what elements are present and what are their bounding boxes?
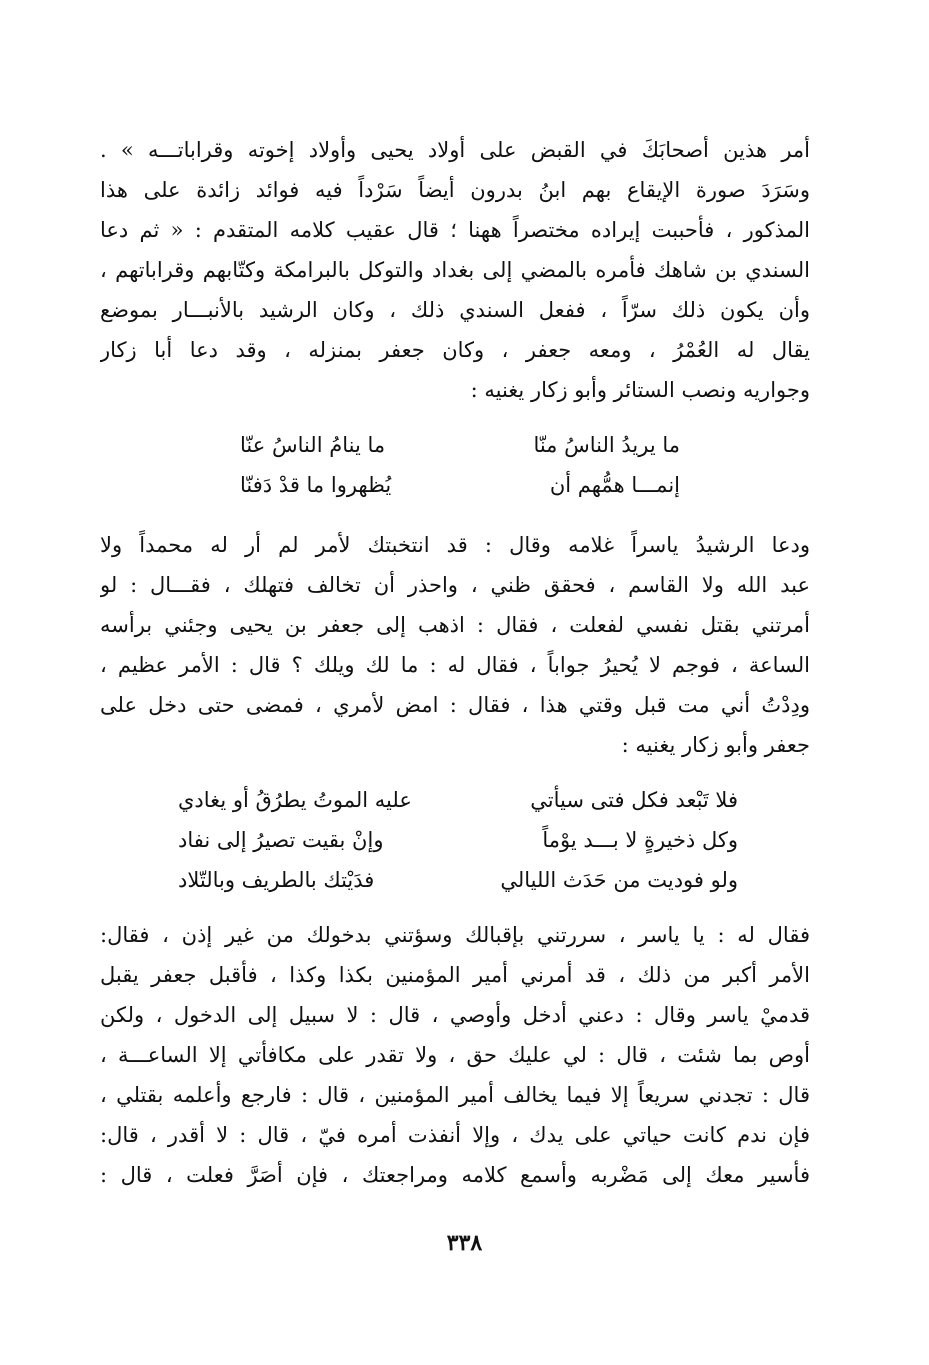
verse-first-hemistich: إنمـــا همُّهم أن xyxy=(549,473,680,497)
text-line: عبد الله ولا القاسم ، فحقق ظني ، واحذر أن تخالف فتهلك ، فقـــال : لو xyxy=(100,573,810,597)
text-line: جعفر وأبو زكار يغنيه : xyxy=(621,733,810,757)
text-line: وسَرَدَ صورة الإيقاع بهم ابنُ بدرون أيضاً سَرْداً فيه فوائد زائدة على هذا xyxy=(100,178,810,202)
text-line: فأسير معك إلى مَضْربه وأسمع كلامه ومراجعتك ، فإن أصَرَّ فعلت ، قال : xyxy=(100,1163,810,1187)
verse xyxy=(240,425,680,465)
verse-second-hemistich: عليه الموتُ يطرُقُ أو يغادي xyxy=(178,788,412,812)
text-line: ودعا الرشيدُ ياسراً غلامه وقال : قد انتخبتك لأمر لم أر له محمداً ولا xyxy=(100,533,810,557)
text-line: ودِدْتُ أني مت قبل وقتي هذا ، فقال : امض لأمري ، فمضى حتى دخل على xyxy=(100,693,810,717)
verse xyxy=(178,780,738,820)
text-line: قال : تجدني سريعاً إلا فيما يخالف أمير المؤمنين ، قال : فارجع وأعلمه بقتلي ، xyxy=(100,1083,810,1107)
verse-second-hemistich: يُظهروا ما قدْ دَفنّا xyxy=(240,473,392,497)
text-line: السندي بن شاهك فأمره بالمضي إلى بغداد والتوكل بالبرامكة وكتّابهم وقراباتهم ، xyxy=(100,258,810,282)
text-line: الأمر أكبر من ذلك ، قد أمرني أمير المؤمنين بكذا وكذا ، فأقبل جعفر يقبل xyxy=(100,963,810,987)
text-line: قدميْ ياسر وقال : دعني أدخل وأوصي ، قال : لا سبيل إلى الدخول ، ولكن xyxy=(100,1003,810,1027)
text-line: يقال له العُمْرُ ، ومعه جعفر ، وكان جعفر بمنزله ، وقد دعا أبا زكار xyxy=(100,338,810,362)
text-line: أمرتني بقتل نفسي لفعلت ، فقال : اذهب إلى جعفر بن يحيى وجئني برأسه xyxy=(100,613,810,637)
verse-second-hemistich: وإنْ بقيت تصيرُ إلى نفاد xyxy=(178,828,384,852)
text-line: الساعة ، فوجم لا يُحيرُ جواباً ، فقال له : ما لك ويلك ؟ قال : الأمر عظيم ، xyxy=(100,653,810,677)
paragraph-3 xyxy=(100,915,810,1195)
poem-1 xyxy=(240,425,680,505)
paragraph-1 xyxy=(100,130,810,410)
verse-second-hemistich: فدَيْتك بالطريف وبالتّلاد xyxy=(178,868,375,892)
text-line: أوص بما شئت ، قال : لي عليك حق ، ولا تقدر على مكافأتي إلا الساعـــة ، xyxy=(100,1043,810,1067)
verse xyxy=(178,820,738,860)
page-number: ٣٣٨ xyxy=(446,1230,483,1256)
text-line: فقال له : يا ياسر ، سررتني بإقبالك وسؤتني بدخولك من غير إذن ، فقال: xyxy=(100,923,810,947)
paragraph-2 xyxy=(100,525,810,765)
text-line: المذكور ، فأحببت إيراده مختصراً ههنا ؛ قال عقيب كلامه المتقدم : « ثم دعا xyxy=(100,218,810,242)
text-line: وجواريه ونصب الستائر وأبو زكار يغنيه : xyxy=(470,378,810,402)
text-line: أمر هذين أصحابَكَ في القبض على أولاد يحيى وأولاد إخوته وقراباتـــه » . xyxy=(100,138,810,162)
verse-first-hemistich: ما يريدُ الناسُ منّا xyxy=(533,433,680,457)
verse xyxy=(178,860,738,900)
poem-2 xyxy=(178,780,738,900)
verse-second-hemistich: ما ينامُ الناسُ عنّا xyxy=(240,433,386,457)
text-line: وأن يكون ذلك سرّاً ، ففعل السندي ذلك ، وكان الرشيد بالأنبـــار بموضع xyxy=(100,298,810,322)
verse-first-hemistich: وكل ذخيرةٍ لا بـــد يوْماً xyxy=(542,828,738,852)
verse-first-hemistich: ولو فوديت من حَدَث الليالي xyxy=(500,868,738,892)
verse-first-hemistich: فلا تَبْعد فكل فتى سيأتي xyxy=(530,788,738,812)
text-line: فإن ندم كانت حياتي على يدك ، وإلا أنفذت أمره فيّ ، قال : لا أقدر ، قال: xyxy=(100,1123,810,1147)
verse xyxy=(240,465,680,505)
